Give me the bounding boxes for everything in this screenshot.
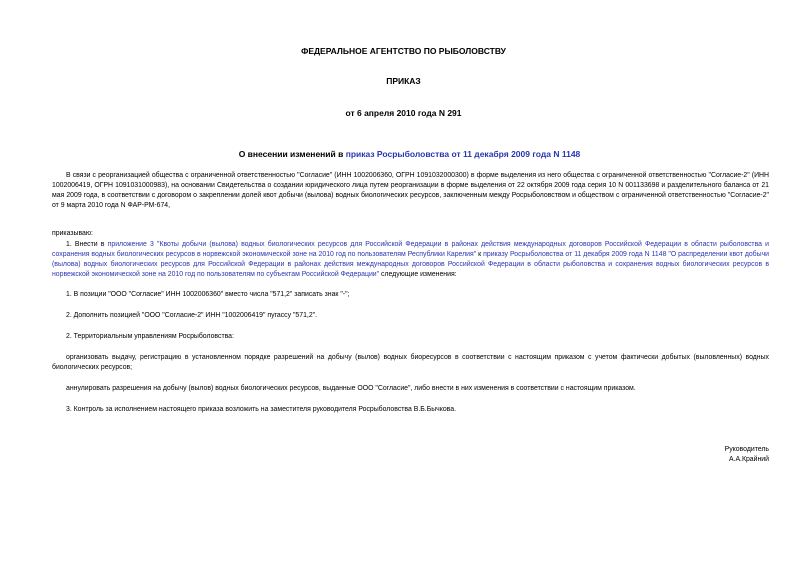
item-2-paragraph: 2. Территориальным управлениям Росрыболовства: <box>66 333 234 340</box>
intro-paragraph: В связи с реорганизацией общества с ограниченной ответственностью "Согласие" (ИНН 1002006360, ОГРН 1091032000300) в форме выделения из него общества с ограниченной ответственностью "Согласие-2" (ИНН 1002006419, ОГРН 1091031000983), на основании Свидетельства о создании юридического лица путем реорганизации в форме выделения от 22 октября 2009 года серия 10 N 001133698 и разделительного баланса от 21 мая 2009 года, в соответствии с договором о закреплении долей квот добычи (вылова) водных биологических ресурсов, заключенным между Росрыболовством и обществом с ограниченной ответственностью "Согласие-2" от 9 марта 2010 года N ФАР-РМ-674, <box>52 172 769 209</box>
signature-title: Руководитель <box>724 446 769 453</box>
agency-title: ФЕДЕРАЛЬНОЕ АГЕНТСТВО ПО РЫБОЛОВСТВУ <box>301 46 506 56</box>
orders-label: приказываю: <box>52 230 93 237</box>
item-1-prefix: 1. Внести в <box>66 241 108 248</box>
signature-block <box>725 445 769 465</box>
item-1-middle: к <box>476 250 484 258</box>
document-date-number: от 6 апреля 2010 года N 291 <box>345 108 462 118</box>
order-1148-link[interactable]: приказу Росрыболовства от 11 декабря 2009 года N 1148 "О распределении квот добычи (вылова) водных биологических ресурсов для Российской Федерации в районах действия международных договоров Российской Федерации в области рыболовства и сохранения водных биологических ресурсов в норвежской экономической зоне на 2010 год по пользователям по субъектам Российской Федерации" <box>52 250 770 278</box>
document-subject <box>50 149 769 159</box>
appendix-3-link[interactable]: приложение 3 "Квоты добычи (вылова) водных биологических ресурсов для Российской Федерации в районах действия международных договоров Российской Федерации в области рыболовства и сохранения водных биологических ресурсов в норвежской экономической зоне на 2010 год по пользователям Республики Карелия" <box>52 241 770 258</box>
item-1-suffix: следующие изменения: <box>379 270 457 278</box>
item-2-b-paragraph: аннулировать разрешения на добычу (вылов) водных биологических ресурсов, выданные ООО "Согласие", либо внести в них изменения в соответствии с настоящим приказом. <box>66 385 636 392</box>
document-type: ПРИКАЗ <box>386 76 421 86</box>
subject-order-link[interactable]: приказ Росрыболовства от 11 декабря 2009 года N 1148 <box>345 149 581 159</box>
signature-name: А.А.Крайний <box>728 455 769 463</box>
item-1-2-paragraph: 2. Дополнить позицией "ООО "Согласие-2" ИНН "1002006419" пугассу "571,2". <box>66 312 318 319</box>
item-2-a-paragraph: организовать выдачу, регистрацию в установленном порядке разрешений на добычу (вылов) водных биоресурсов в соответствии с настоящим приказом с учетом фактически добытых (выловленных) водных биологических ресурсов; <box>52 354 769 371</box>
item-1-1-paragraph: 1. В позиции "ООО "Согласие" ИНН 1002006360" вместо числа "571,2" записать знак "-"; <box>66 291 350 298</box>
subject-prefix: О внесении изменений в <box>238 149 346 159</box>
item-1-paragraph <box>52 240 769 280</box>
item-3-paragraph: 3. Контроль за исполнением настоящего приказа возложить на заместителя руководителя Росрыболовства В.Б.Бычкова. <box>66 406 457 413</box>
